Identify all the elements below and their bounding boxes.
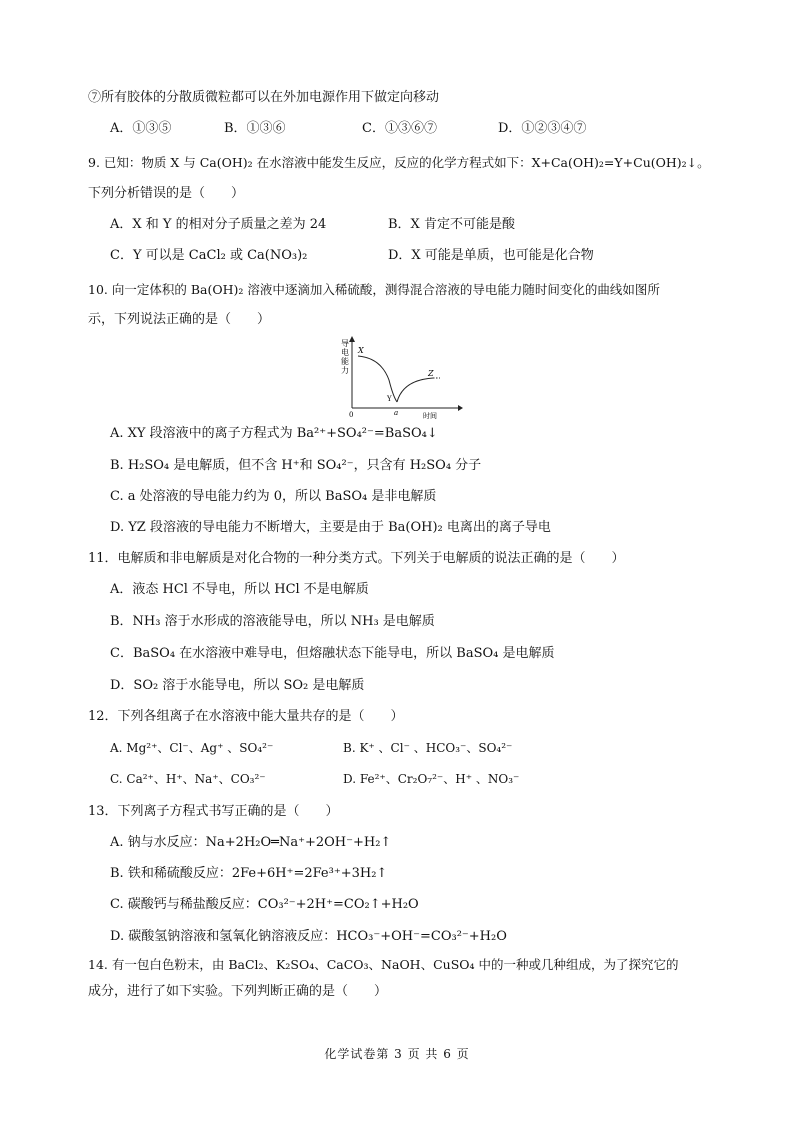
q11-option-a: A．液态 HCl 不导电，所以 HCl 不是电解质 (110, 582, 369, 597)
point-x-label: X (358, 346, 364, 355)
q13-option-c: C. 碳酸钙与稀盐酸反应：CO₃²⁻+2H⁺=CO₂↑+H₂O (110, 897, 419, 912)
y-label-1: 导 (341, 339, 349, 348)
y-label-3: 能 (341, 357, 349, 366)
q14-stem: 14. 有一包白色粉末，由 BaCl₂、K₂SO₄、CaCO₃、NaOH、CuSO₄ 中的一种或几种组成，为了探究它的 (88, 957, 679, 972)
q9-option-d: D．X 可能是单质，也可能是化合物 (388, 248, 594, 263)
origin-label: 0 (349, 411, 354, 419)
q12-option-c: C. Ca²⁺、H⁺、Na⁺、CO₃²⁻ (110, 772, 266, 786)
conductivity-graph (333, 336, 463, 420)
q9-stem: 9. 已知：物质 X 与 Ca(OH)₂ 在水溶液中能发生反应，反应的化学方程式如下：X+Ca(OH)₂=Y+Cu(OH)₂↓。 (88, 155, 710, 170)
q12-stem: 12．下列各组离子在水溶液中能大量共存的是（ ） (88, 709, 404, 724)
q13-option-d: D. 碳酸氢钠溶液和氢氧化钠溶液反应：HCO₃⁻+OH⁻=CO₃²⁻+H₂O (110, 929, 507, 944)
y-axis-arrow (349, 336, 355, 342)
q13-option-a: A. 钠与水反应：Na+2H₂O═Na⁺+2OH⁻+H₂↑ (110, 835, 392, 850)
q10-option-c: C. a 处溶液的导电能力约为 0，所以 BaSO₄ 是非电解质 (110, 489, 437, 504)
q10-stem: 10. 向一定体积的 Ba(OH)₂ 溶液中逐滴加入稀硫酸，测得混合溶液的导电能力随时间变化的曲线如图所 (88, 282, 660, 297)
q12-option-b: B. K⁺ 、Cl⁻ 、HCO₃⁻、SO₄²⁻ (343, 741, 513, 755)
q10-option-a: A. XY 段溶液中的离子方程式为 Ba²⁺+SO₄²⁻=BaSO₄↓ (110, 426, 438, 441)
q9-option-c: C．Y 可以是 CaCl₂ 或 Ca(NO₃)₂ (110, 248, 308, 263)
curve-yz (397, 378, 433, 402)
q10-option-b: B. H₂SO₄ 是电解质，但不含 H⁺和 SO₄²⁻，只含有 H₂SO₄ 分子 (110, 458, 482, 473)
q9-option-a: A．X 和 Y 的相对分子质量之差为 24 (110, 217, 327, 232)
q8-option-d: D．①②③④⑦ (498, 121, 587, 136)
x-axis-label: 时间 (423, 412, 437, 420)
q13-stem: 13．下列离子方程式书写正确的是（ ） (88, 804, 339, 819)
statement-7: ⑦所有胶体的分散质微粒都可以在外加电源作用下做定向移动 (88, 90, 440, 105)
q9-stem-cont: 下列分析错误的是（ ） (88, 186, 245, 201)
q14-stem-cont: 成分，进行了如下实验。下列判断正确的是（ ） (88, 984, 388, 999)
q13-option-b: B. 铁和稀硫酸反应：2Fe+6H⁺=2Fe³⁺+3H₂↑ (110, 866, 388, 881)
y-label-2: 电 (341, 348, 349, 357)
x-axis-arrow (458, 405, 463, 411)
q8-option-b: B．①③⑥ (224, 121, 286, 136)
q12-option-d: D. Fe²⁺、Cr₂O₇²⁻、H⁺ 、NO₃⁻ (343, 772, 520, 786)
q12-option-a: A. Mg²⁺、Cl⁻、Ag⁺ 、SO₄²⁻ (110, 741, 274, 755)
point-y-label: Y (387, 395, 392, 403)
q10-option-d: D. YZ 段溶液的导电能力不断增大，主要是由于 Ba(OH)₂ 电离出的离子导电 (110, 520, 551, 535)
q11-stem: 11．电解质和非电解质是对化合物的一种分类方式。下列关于电解质的说法正确的是（ ） (88, 551, 625, 566)
q10-stem-cont: 示，下列说法正确的是（ ） (88, 312, 271, 327)
page-footer: 化学试卷第 3 页 共 6 页 (324, 1047, 470, 1061)
q11-option-c: C．BaSO₄ 在水溶液中难导电，但熔融状态下能导电，所以 BaSO₄ 是电解质 (110, 646, 555, 661)
q11-option-b: B．NH₃ 溶于水形成的溶液能导电，所以 NH₃ 是电解质 (110, 614, 435, 629)
q11-option-d: D．SO₂ 溶于水能导电，所以 SO₂ 是电解质 (110, 678, 365, 693)
q9-option-b: B．X 肯定不可能是酸 (388, 217, 515, 232)
y-label-4: 力 (341, 366, 349, 375)
point-a-label: a (394, 409, 399, 417)
q8-option-c: C．①③⑥⑦ (362, 121, 437, 136)
q8-option-a: A．①③⑤ (110, 121, 172, 136)
point-z-label: Z (428, 369, 434, 378)
